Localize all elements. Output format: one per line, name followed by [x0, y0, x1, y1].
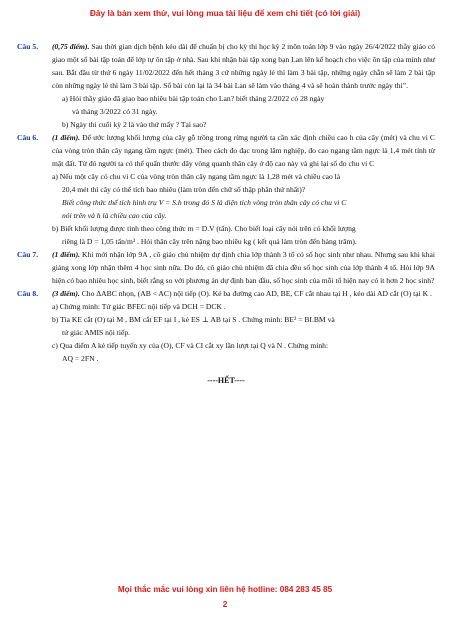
question-6-part-a-cont: 20,4 mét thì cây có thể tích bao nhiêu (làm tròn đến chữ số thập phân thứ nhất)?	[62, 185, 306, 194]
question-8	[17, 287, 435, 300]
question-7-points: (1 điểm).	[52, 250, 80, 259]
question-5-part-a: a) Hỏi thầy giáo đã giao bao nhiêu bài tập toán cho Lan? biết tháng 2/2022 có 28 ngày	[62, 94, 325, 103]
question-8-part-b: b) Tia KE cắt (O) tại M , BM cắt EF tại I , kẻ ES ⊥ AB tại S . Chứng minh: BE² = BI.BM và	[52, 315, 335, 324]
hotline-footer: Mọi thắc mắc vui lòng xin liên hệ hotline: 084 283 45 85	[117, 585, 333, 594]
question-6	[17, 131, 435, 170]
question-6-part-a: a) Nếu một cây có chu vi C của vòng tròn thân cây ngang tầm ngực là 1,28 mét và chiều cao là	[52, 172, 341, 181]
question-6-label: Câu 6.	[17, 133, 39, 142]
page-number: 2	[222, 600, 228, 609]
preview-banner: Đây là bản xem thử, vui lòng mua tài liệu để xem chi tiết (có lời giải)	[89, 8, 361, 18]
question-6-hint-cont: nói trên và h là chiều cao của cây.	[62, 211, 167, 220]
question-7	[17, 248, 435, 287]
question-6-text: Để ước lượng khối lượng của cây gỗ trồng trong rừng người ta cần xác định chiều cao h của cây (mét) và chu vi C của vòng tròn thân cây ngang tầm ngực (mét). Theo cách đo đạc trong lâm nghiệp, đo cao ngang tầm ngực là 1,4 mét tính từ mặt đất. Từ đó người ta có thể quấn thước dây vòng quanh thân cây ở độ cao này và ghi lại số đo chu vi C	[52, 133, 435, 168]
end-marker: ----HẾT----	[207, 376, 245, 385]
question-7-text: Khi mới nhận lớp 9A , cô giáo chủ nhiệm dự định chia lớp thành 3 tổ có số học sinh như nhau. Nhưng sau khi khai giảng xong lớp nhận thêm 4 học sinh nữa. Do đó, cô giáo chủ nhiệm đã chia đều số học sinh của lớp thành 4 tổ. Hỏi lớp 9A hiện có bao nhiêu học sinh, biết rằng so với phương án dự định ban đầu, số học sinh của mỗi tổ hiện nay có ít hơn 2 học sinh?	[52, 250, 435, 285]
exam-content	[17, 40, 435, 387]
question-5-part-b: b) Ngày thi cuối kỳ 2 là vào thứ mấy ? Tại sao?	[62, 120, 207, 129]
question-8-text: Cho ΔABC nhọn, (AB < AC) nội tiếp (O). Kẻ ba đường cao AD, BE, CF cắt nhau tại H , kéo dài AD cắt (O) tại K .	[79, 289, 432, 298]
question-5-points: (0,75 điểm).	[52, 42, 90, 51]
question-5-text: Sau thời gian dịch bệnh kéo dài để chuẩn bị cho kỳ thi học kỳ 2 môn toán lớp 9 vào ngày 26/4/2022 thầy giáo có giao một số bài tập toán để lớp tự ôn tập ở nhà. Sau khi nhận bài tập xong bạn Lan lên kế hoạch cho việc ôn tập của mình như sau. Bắt đầu từ thứ 6 ngày 11/02/2022 đến hết tháng 3 cứ những ngày lẻ thì làm 3 bài tập, những ngày chẵn sẽ làm 2 bài tập còn những ngày lẻ thì làm 3 bài tập. Số bài còn lại là 34 bài Lan sẽ làm vào tháng 4 và sẽ hoàn thành trước ngày thi”.	[52, 42, 436, 90]
question-6-hint: Biết công thức thể tích hình trụ V = S.h trong đó S là diện tích vòng tròn thân cây có chu vi C	[62, 198, 347, 207]
question-8-part-c: c) Qua điểm A kẻ tiếp tuyến xy của (O), CF và CI cắt xy lần lượt tại Q và N . Chứng minh:	[52, 341, 329, 350]
question-7-label: Câu 7.	[17, 250, 39, 259]
question-8-part-b-cont: tứ giác AMIS nội tiếp.	[62, 328, 131, 337]
question-8-part-c-cont: AQ = 2FN .	[62, 354, 99, 363]
question-6-part-b-cont: riêng là D = 1,05 tấn/m³ . Hỏi thân cây trên nặng bao nhiêu kg ( kết quả làm tròn đến hàng trăm).	[62, 237, 357, 246]
question-8-part-a: a) Chứng minh: Tứ giác BFEC nội tiếp và DCH = DCK .	[52, 302, 226, 311]
question-6-points: (1 điểm).	[52, 133, 81, 142]
question-5-label: Câu 5.	[17, 42, 39, 51]
question-5-part-a-cont: và tháng 3/2022 có 31 ngày.	[72, 107, 158, 116]
question-8-label: Câu 8.	[17, 289, 39, 298]
question-5	[17, 40, 435, 92]
question-6-part-b: b) Biết khối lượng được tính theo công thức m = D.V (tấn). Cho biết loại cây nói trên có khối lượng	[52, 224, 356, 233]
question-8-points: (3 điểm).	[52, 289, 80, 298]
